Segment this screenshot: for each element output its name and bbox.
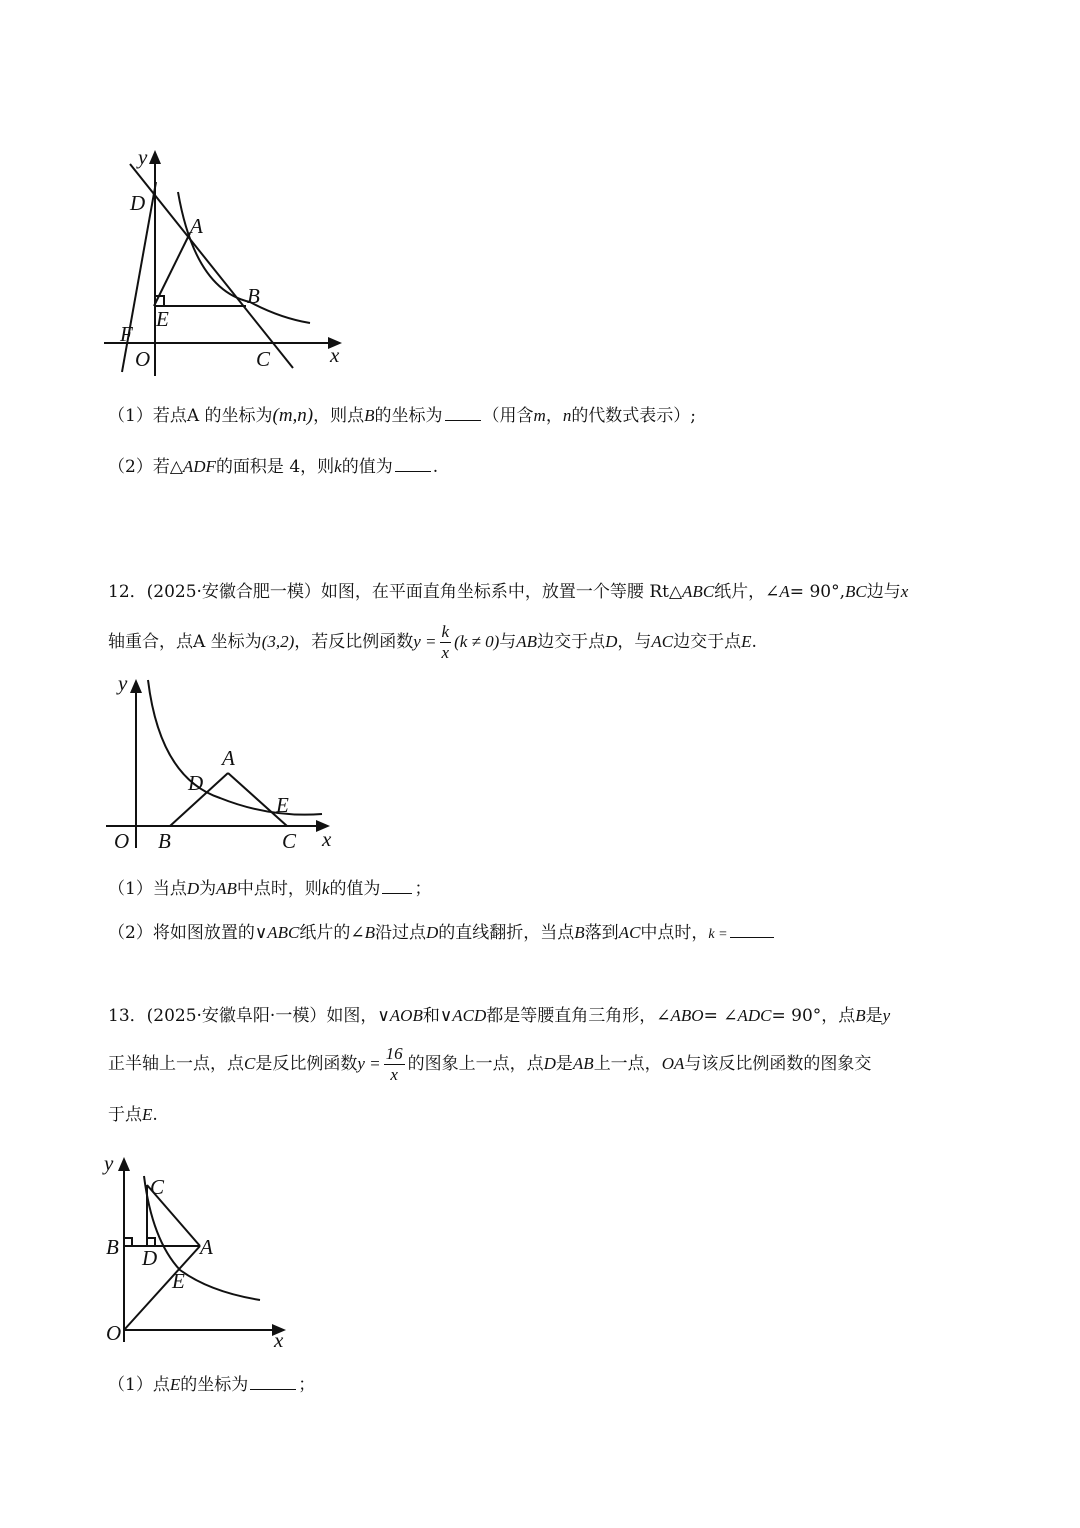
- label-a: A: [190, 214, 203, 238]
- answer-blank: [445, 404, 481, 421]
- label-y: y: [138, 145, 148, 169]
- label-f: F: [120, 322, 133, 346]
- hyperbola-curve: [148, 680, 322, 815]
- y-axis-arrow: [130, 679, 142, 693]
- label-e: E: [156, 307, 169, 331]
- label-d: D: [130, 191, 146, 215]
- figure-q13: [100, 1150, 300, 1350]
- label-b: B: [247, 284, 260, 308]
- q12-line1: 12．(2025·安徽合肥一模）如图，在平面直角坐标系中，放置一个等腰 Rt△ABC纸片，∠A= 90°,BC边与x: [108, 582, 909, 602]
- label-d: D: [142, 1246, 158, 1270]
- right-angle-mark-b: [124, 1238, 132, 1246]
- label-o: O: [135, 347, 151, 371]
- label-x: x: [274, 1328, 284, 1350]
- label-y: y: [104, 1151, 114, 1175]
- label-o: O: [106, 1321, 122, 1345]
- answer-blank: [730, 921, 774, 938]
- figure-q11: [100, 140, 360, 380]
- q13-line1: 13．(2025·安徽阜阳·一模）如图，∨AOB和∨ACD都是等腰直角三角形，∠ABO= ∠ADC= 90°，点B是y: [108, 1006, 891, 1026]
- fraction-16-over-x: $\frac{16}{x}$: [385, 1044, 403, 1084]
- q12-part2: （2）将如图放置的∨ABC纸片的∠B沿过点D的直线翻折，当点B落到AC中点时，k =: [108, 921, 776, 947]
- label-c: C: [256, 347, 271, 371]
- answer-blank: [250, 1373, 296, 1390]
- label-d: D: [188, 771, 204, 795]
- q12-part1: （1）当点D为AB中点时，则k的值为 ；: [108, 879, 432, 899]
- fraction-k-over-x: $\frac{k}{x}$: [441, 622, 450, 662]
- q12-line2: 轴重合，点A 坐标为(3,2)，若反比例函数y = $\frac{k}{x}$ (k ≠ 0)与AB边交于点D，与AC边交于点E.: [108, 622, 757, 662]
- label-o: O: [114, 829, 130, 853]
- q13-line3: 于点E.: [108, 1105, 158, 1125]
- segment-oa: [124, 1246, 200, 1330]
- label-x: x: [322, 827, 332, 851]
- label-a: A: [200, 1235, 213, 1259]
- label-e: E: [172, 1269, 185, 1293]
- answer-blank: [395, 455, 431, 472]
- q11-part1: （1）若点A 的坐标为(m,n)，则点B的坐标为 （用含m，n的代数式表示）;: [108, 405, 697, 426]
- answer-blank: [382, 877, 412, 894]
- label-a: A: [222, 746, 235, 770]
- label-e: E: [276, 793, 289, 817]
- label-x: x: [330, 343, 340, 367]
- q11-part2: （2）若△ADF的面积是 4，则k的值为 .: [108, 457, 439, 477]
- right-angle-mark-d: [147, 1238, 155, 1246]
- label-c: C: [282, 829, 297, 853]
- y-axis-arrow: [118, 1157, 130, 1171]
- q13-part1: （1）点E的坐标为 ；: [108, 1375, 316, 1395]
- figure-q12: [100, 668, 350, 858]
- hyperbola-curve: [178, 192, 310, 323]
- label-y: y: [118, 671, 128, 695]
- y-axis-arrow: [149, 150, 161, 164]
- label-b: B: [106, 1235, 119, 1259]
- label-b: B: [158, 829, 171, 853]
- q13-line2: 正半轴上一点，点C是反比例函数y = $\frac{16}{x}$ 的图象上一点，点D是AB上一点，OA与该反比例函数的图象交: [108, 1044, 872, 1084]
- label-c: C: [150, 1175, 165, 1199]
